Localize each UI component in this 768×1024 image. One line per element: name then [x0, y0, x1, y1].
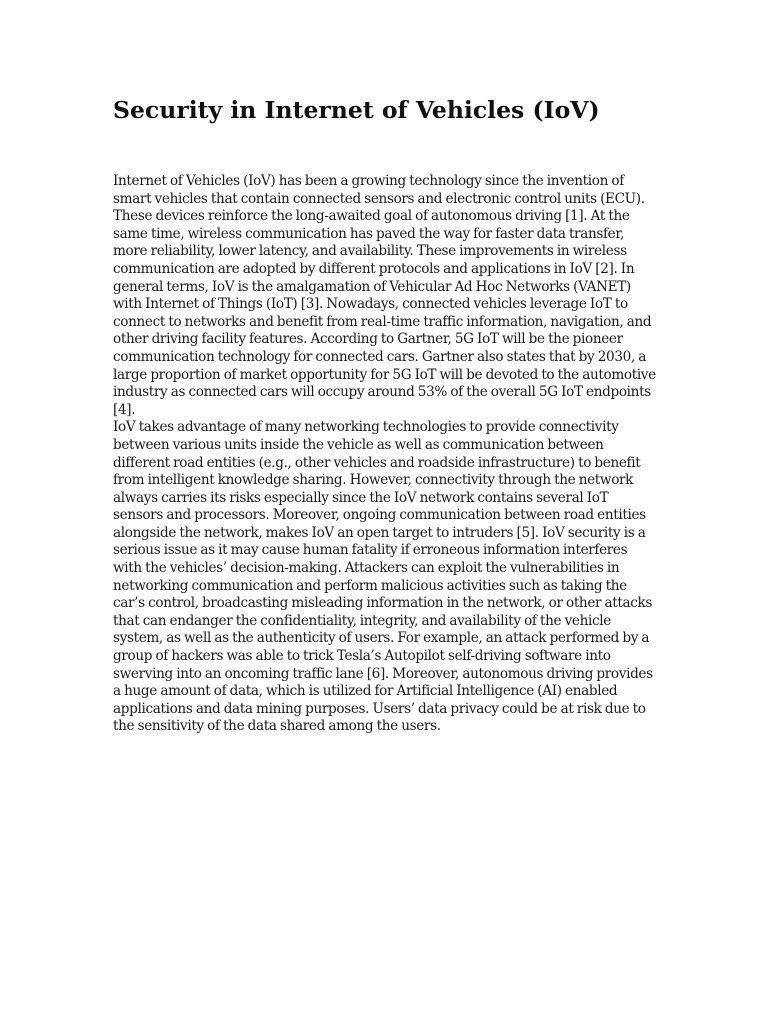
document-body: [113, 173, 656, 736]
paragraph-introduction: Internet of Vehicles (IoV) has been a growing technology since the invention of smart vehicles that contain connected sensors and electronic control units (ECU). These devices reinforce the long-awaited goal of autonomous driving [1]. At the same time, wireless communication has paved the way for faster data transfer, more reliability, lower latency, and availability. These improvements in wireless communication are adopted by different protocols and applications in IoV [2]. In general terms, IoV is the amalgamation of Vehicular Ad Hoc Networks (VANET) with Internet of Things (IoT) [3]. Nowadays, connected vehicles leverage IoT to connect to networks and benefit from real-time traffic information, navigation, and other driving facility features. According to Gartner, 5G IoT will be the pioneer communication technology for connected cars. Gartner also states that by 2030, a large proportion of market opportunity for 5G IoT will be devoted to the automotive industry as connected cars will occupy around 53% of the overall 5G IoT endpoints [4].: [113, 173, 656, 418]
paragraph-security-risks: IoV takes advantage of many networking technologies to provide connectivity between various units inside the vehicle as well as communication between different road entities (e.g., other vehicles and roadside infrastructure) to benefit from intelligent knowledge sharing. However, connectivity through the network always carries its risks especially since the IoV network contains several IoT sensors and processors. Moreover, ongoing communication between road entities alongside the network, makes IoV an open target to intruders [5]. IoV security is a serious issue as it may cause human fatality if erroneous information interferes with the vehicles’ decision-making. Attackers can exploit the vulnerabilities in networking communication and perform malicious activities such as taking the car’s control, broadcasting misleading information in the network, or other attacks that can endanger the confidentiality, integrity, and availability of the vehicle system, as well as the authenticity of users. For example, an attack performed by a group of hackers was able to trick Tesla’s Autopilot self-driving software into swerving into an oncoming traffic lane [6]. Moreover, autonomous driving provides a huge amount of data, which is utilized for Artificial Intelligence (AI) enabled applications and data mining purposes. Users’ data privacy could be at risk due to the sensitivity of the data shared among the users.: [113, 419, 653, 735]
document-title: Security in Internet of Vehicles (IoV): [113, 96, 600, 124]
